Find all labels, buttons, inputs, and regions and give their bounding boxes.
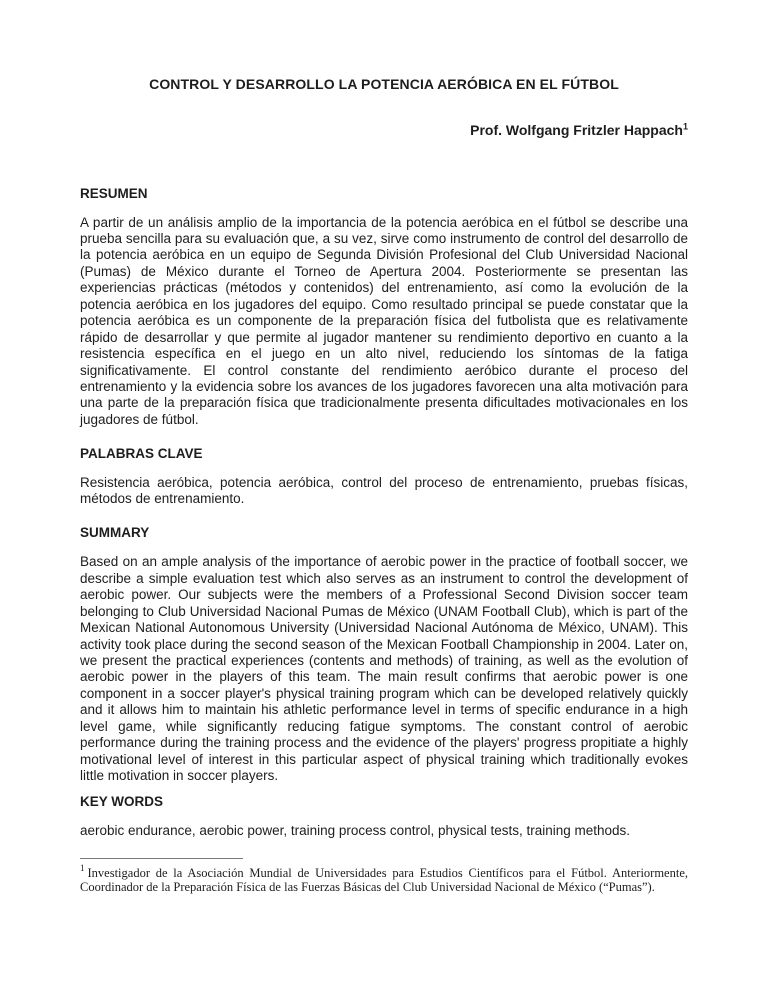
palabras-clave-heading: PALABRAS CLAVE [80,446,203,462]
summary-body: Based on an ample analysis of the importance of aerobic power in the practice of football soccer, we describe a simple evaluation test which also serves as an instrument to control the development of aerobic power. Our subjects were the members of a Professional Second Division soccer team belonging to Club Universidad Nacional Pumas de México (UNAM Football Club), which is part of the Mexican National Autonomous University (Universidad Nacional Autónoma de México, UNAM). This activity took place during the second season of the Mexican Football Championship in 2004. Later on, we present the practical experiences (contents and methods) of training, as well as the evolution of aerobic power in the players of this team. The main result confirms that aerobic power is one component in a soccer player's physical training program which can be developed relatively quickly and it allows him to maintain his athletic performance level in terms of specific endurance in a high level game, while significantly reducing fatigue symptoms. The constant control of aerobic performance during the training process and the evidence of the players' progress propitiate a highly motivational level of interest in this particular aspect of physical training which traditionally evokes little motivation in soccer players. [80,554,688,784]
footnote-separator [80,858,243,859]
section-resumen [80,186,688,428]
resumen-heading: RESUMEN [80,186,148,201]
key-words-body: aerobic endurance, aerobic power, training process control, physical tests, training methods. [80,823,631,839]
footnote-ref: 1 [80,863,85,874]
footnote [80,863,688,895]
section-palabras-clave [80,446,688,507]
author-line [80,122,688,139]
section-summary [80,525,688,785]
author-footnote-ref: 1 [682,120,688,131]
section-key-words [80,794,688,840]
key-words-heading: KEY WORDS [80,793,164,809]
summary-heading: SUMMARY [80,524,150,540]
resumen-body: A partir de un análisis amplio de la importancia de la potencia aeróbica en el fútbol se describe una prueba sencilla para su evaluación que, a su vez, sirve como instrumento de control del desarrollo de la potencia aeróbica en un equipo de Segunda División Profesional del Club Universidad Nacional (Pumas) de México durante el Torneo de Apertura 2004. Posteriormente se presentan las experiencias prácticas (métodos y contenidos) del entrenamiento, así como la evolución de la potencia aeróbica en los jugadores del equipo. Como resultado principal se puede constatar que la potencia aeróbica es un componente de la preparación física del futbolista que es relativamente rápido de desarrollar y que permite al jugador mantener su rendimiento deportivo en cuanto a la resistencia específica en el juego en un alto nivel, reduciendo los síntomas de la fatiga significativamente. El control constante del rendimiento aeróbico durante el proceso del entrenamiento y la evidencia sobre los avances de los jugadores favorecen una alta motivación para una parte de la preparación física que tradicionalmente presenta dificultades motivacionales en los jugadores de fútbol. [80,214,688,427]
author-name: Prof. Wolfgang Fritzler Happach [470,121,683,138]
footnote-text: Investigador de la Asociación Mundial de Universidades para Estudios Científicos para el Fútbol. Anteriormente, Coordinador de la Preparación Física de las Fuerzas Básicas del Club Universidad Nacional de México (“Pumas”). [80,865,688,895]
paper-title: CONTROL Y DESARROLLO LA POTENCIA AERÓBICA EN EL FÚTBOL [149,76,619,92]
palabras-clave-body: Resistencia aeróbica, potencia aeróbica, control del proceso de entrenamiento, pruebas físicas, métodos de entrenamiento. [80,474,688,507]
